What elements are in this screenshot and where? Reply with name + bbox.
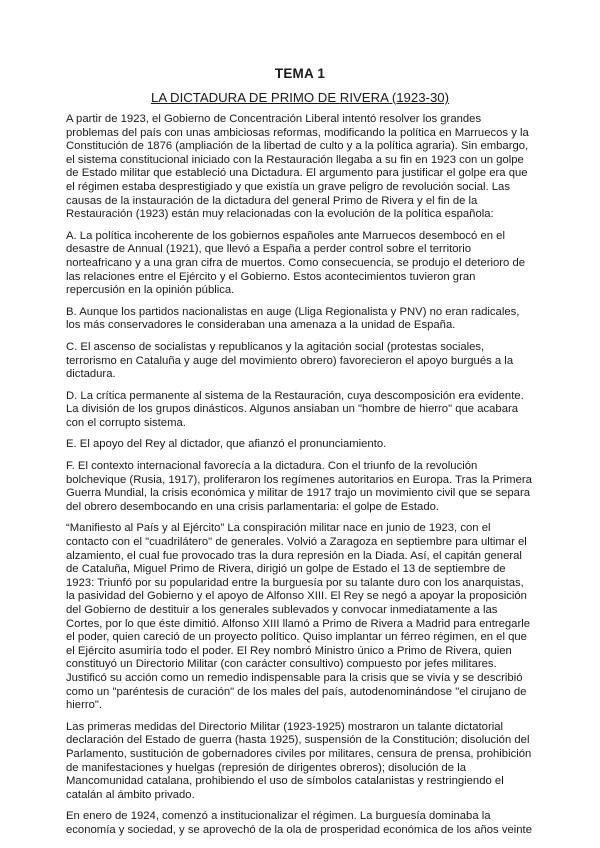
cause-e-paragraph: E. El apoyo del Rey al dictador, que afianzó el pronunciamiento.	[66, 438, 387, 451]
institutionalization-paragraph: En enero de 1924, comenzó a institucionalizar el régimen. La burguesía dominaba la economía y sociedad, y se aprovechó de la ola de prosperidad económica de los años veinte	[66, 810, 532, 836]
cause-b-paragraph: B. Aunque los partidos nacionalistas en auge (Lliga Regionalista y PNV) no eran radicales, los más conservadores le consideraban una amenaza a la unidad de España.	[66, 305, 520, 332]
cause-a-paragraph: A. La política incoherente de los gobiernos españoles ante Marruecos desembocó en el desastre de Annual (1921), que llevó a España a perder control sobre el territorio norteafricano y a una gran cifra de muertos. Como consecuencia, se produjo el deterioro de las relaciones entre el Ejército y el Gobierno. Estos acontecimientos tuvieron gran repercusión en la opinión pública.	[66, 229, 526, 297]
intro-paragraph: A partir de 1923, el Gobierno de Concentración Liberal intentó resolver los grandes problemas del país con unas ambiciosas reformas, modificando la política en Marruecos y la Constitución de 1876 (ampliación de la libertad de culto y a la política agraria). Sin embargo, el sistema constitucional iniciado con la Restauración llegaba a su fin en 1923 con un golpe de Estado militar que estableció una Dictadura. El argumento para justificar el golpe era que el régimen estaba desprestigiado y que existía un grave peligro de revolución social. Las causas de la instauración de la dictadura del general Primo de Rivera y el fin de la Restauración (1923) están muy relacionadas con la evolución de la política española:	[66, 113, 529, 221]
document-subtitle: LA DICTADURA DE PRIMO DE RIVERA (1923-30)	[150, 90, 450, 105]
document-title: TEMA 1	[274, 66, 326, 81]
manifesto-paragraph: “Manifiesto al País y al Ejército” La conspiración militar nace en junio de 1923, con el contacto con el "cuadrilátero" de generales. Volvió a Zaragoza en septiembre para ultimar el alzamiento, el cual fue provocado tras la dura represión en la Diada. Así, el capitán general de Cataluña, Miguel Primo de Rivera, dirigió un golpe de Estado el 13 de septiembre de 1923: Triunfó por su popularidad entre la burguesía por su talante duro con los anarquistas, la pasividad del Gobierno y el apoyo de Alfonso XIII. El Rey se negó a apoyar la proposición del Gobierno de destituir a los generales sublevados y convocar inmediatamente a las Cortes, por lo que éste dimitió. Alfonso XIII llamó a Primo de Rivera a Madrid para entregarle el poder, quien careció de un proyecto político. Quiso implantar un férreo régimen, en el que el Ejército asumiría todo el poder. El Rey nombró Ministro único a Primo de Rivera, quien constituyó un Directorio Militar (con carácter consultivo) compuesto por jefes militares. Justificó su acción como un remedio indispensable para la crisis que se vivía y se describió como un "paréntesis de curación" de los males del país, autodenominándose "el cirujano de hierro".	[66, 522, 531, 712]
cause-c-paragraph: C. El ascenso de socialistas y republicanos y la agitación social (protestas sociales, terrorismo en Cataluña y auge del movimiento obrero) favorecieron el apoyo burgués a la dictadura.	[66, 340, 514, 381]
directorio-measures-paragraph: Las primeras medidas del Directorio Militar (1923-1925) mostraron un talante dictatorial declaración del Estado de guerra (hasta 1925), suspensión de la Constitución; disolución del Parlamento, sustitución de gobernadores civiles por militares, censura de prensa, prohibición de manifestaciones y huelgas (represión de dirigentes obreros); disolución de la Mancomunidad catalana, prohibiendo el uso de símbolos catalanistas y restringiendo el catalán al ámbito privado.	[66, 720, 532, 801]
cause-f-paragraph: F. El contexto internacional favorecía a la dictadura. Con el triunfo de la revolución bolchevique (Rusia, 1917), proliferaron los regímenes autoritarios en Europa. Tras la Primera Guerra Mundial, la crisis económica y militar de 1917 trajo un movimiento civil que se separa del obrero desembocando en una crisis parlamentaria: el golpe de Estado.	[66, 460, 532, 513]
cause-d-paragraph: D. La crítica permanente al sistema de la Restauración, cuya descomposición era evidente. La división de los grupos dinásticos. Algunos ansiaban un "hombre de hierro" que acabara con el corrupto sistema.	[66, 389, 524, 429]
